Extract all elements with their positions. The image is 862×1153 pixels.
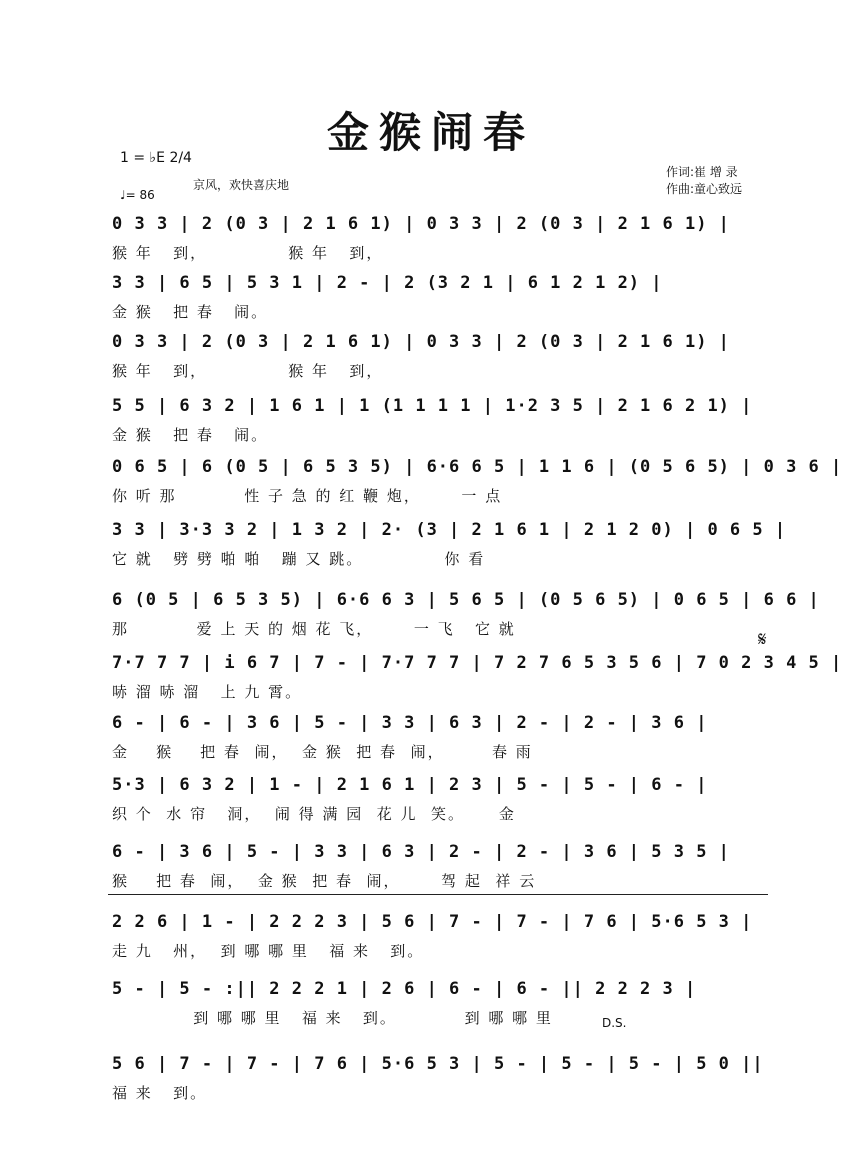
lyrics-line: 那 爱 上 天 的 烟 花 飞， 一 飞 它 就	[112, 620, 516, 638]
lyricist-credit: 作词:崔 增 录	[666, 165, 738, 179]
lyrics-line: 到 哪 哪 里 福 来 到。 到 哪 哪 里	[112, 1009, 553, 1027]
score-row	[112, 457, 843, 517]
lyrics-line: 走 九 州， 到 哪 哪 里 福 来 到。	[112, 942, 425, 960]
score-row	[112, 653, 843, 713]
tempo-marking: ♩= 86	[120, 188, 155, 202]
score-row	[112, 842, 768, 902]
notes-line: 0 3 3 | 2 (0 3 | 2 1 6 1) | 0 3 3 | 2 (0 3 | 2 1 6 1) |	[112, 332, 730, 352]
notes-line: 6 - | 3 6 | 5 - | 3 3 | 6 3 | 2 - | 2 - | 3 6 | 5 3 5 |	[112, 842, 730, 862]
score-row	[112, 332, 768, 392]
notes-line: 0 6 5 | 6 (0 5 | 6 5 3 5) | 6·6 6 5 | 1 1 6 | (0 5 6 5) | 0 3 6 |	[112, 457, 843, 477]
lyrics-line: 你 听 那 性 子 急 的 红 鞭 炮， 一 点	[112, 487, 503, 505]
volta-line	[108, 894, 768, 895]
lyrics-line: 金 猴 把 春 闹。	[112, 426, 269, 444]
score-row	[112, 520, 787, 580]
lyrics-line: 猴 把 春 闹， 金 猴 把 春 闹， 驾 起 祥 云	[112, 872, 537, 890]
score-row	[112, 979, 768, 1039]
score-row	[112, 912, 768, 972]
notes-line: 6 (0 5 | 6 5 3 5) | 6·6 6 3 | 5 6 5 | (0 5 6 5) | 0 6 5 | 6 6 |	[112, 590, 820, 610]
performance-style: 京风，欢快喜庆地	[193, 178, 290, 192]
lyrics-line: 金 猴 把 春 闹。	[112, 303, 269, 321]
notes-line: 7·7 7 7 | i 6 7 | 7 - | 7·7 7 7 | 7 2 7 6 5 3 5 6 | 7 0 2 3 4 5 |	[112, 653, 843, 673]
notes-line: 5 6 | 7 - | 7 - | 7 6 | 5·6 5 3 | 5 - | 5 - | 5 - | 5 0 ||	[112, 1054, 764, 1074]
ds-marking: D.S.	[602, 1016, 627, 1030]
lyrics-line: 它 就 劈 劈 啪 啪 蹦 又 跳。 你 看	[112, 550, 486, 568]
lyrics-line: 猴 年 到， 猴 年 到，	[112, 244, 384, 262]
key-signature: 1 = ♭E 2/4	[120, 150, 192, 166]
song-title: 金猴闹春	[326, 108, 535, 157]
lyrics-line: 猴 年 到， 猴 年 到，	[112, 362, 384, 380]
score-row	[112, 713, 768, 773]
score-row	[112, 396, 768, 456]
notes-line: 5 - | 5 - :|| 2 2 2 1 | 2 6 | 6 - | 6 - || 2 2 2 3 |	[112, 979, 697, 999]
notes-line: 5·3 | 6 3 2 | 1 - | 2 1 6 1 | 2 3 | 5 - | 5 - | 6 - |	[112, 775, 708, 795]
notes-line: 2 2 6 | 1 - | 2 2 2 3 | 5 6 | 7 - | 7 - | 7 6 | 5·6 5 3 |	[112, 912, 753, 932]
score-row	[112, 775, 768, 835]
score-row	[112, 273, 768, 333]
notes-line: 6 - | 6 - | 3 6 | 5 - | 3 3 | 6 3 | 2 - | 2 - | 3 6 |	[112, 713, 708, 733]
composer-credit: 作曲:童心致远	[666, 182, 743, 196]
notes-line: 3 3 | 6 5 | 5 3 1 | 2 - | 2 (3 2 1 | 6 1 2 1 2) |	[112, 273, 663, 293]
notes-line: 3 3 | 3·3 3 2 | 1 3 2 | 2· (3 | 2 1 6 1 | 2 1 2 0) | 0 6 5 |	[112, 520, 787, 540]
segno-mark: 𝄋	[758, 627, 767, 651]
lyrics-line: 织 个 水 帘 洞， 闹 得 满 园 花 儿 笑。 金	[112, 805, 516, 823]
score-row	[112, 1054, 768, 1114]
notes-line: 5 5 | 6 3 2 | 1 6 1 | 1 (1 1 1 1 | 1·2 3 5 | 2 1 6 2 1) |	[112, 396, 753, 416]
score-row	[112, 590, 820, 650]
notes-line: 0 3 3 | 2 (0 3 | 2 1 6 1) | 0 3 3 | 2 (0 3 | 2 1 6 1) |	[112, 214, 730, 234]
score-row	[112, 214, 768, 274]
lyrics-line: 福 来 到。	[112, 1084, 208, 1102]
lyrics-line: 哧 溜 哧 溜 上 九 霄。	[112, 683, 303, 701]
lyrics-line: 金 猴 把 春 闹， 金 猴 把 春 闹， 春 雨	[112, 743, 533, 761]
